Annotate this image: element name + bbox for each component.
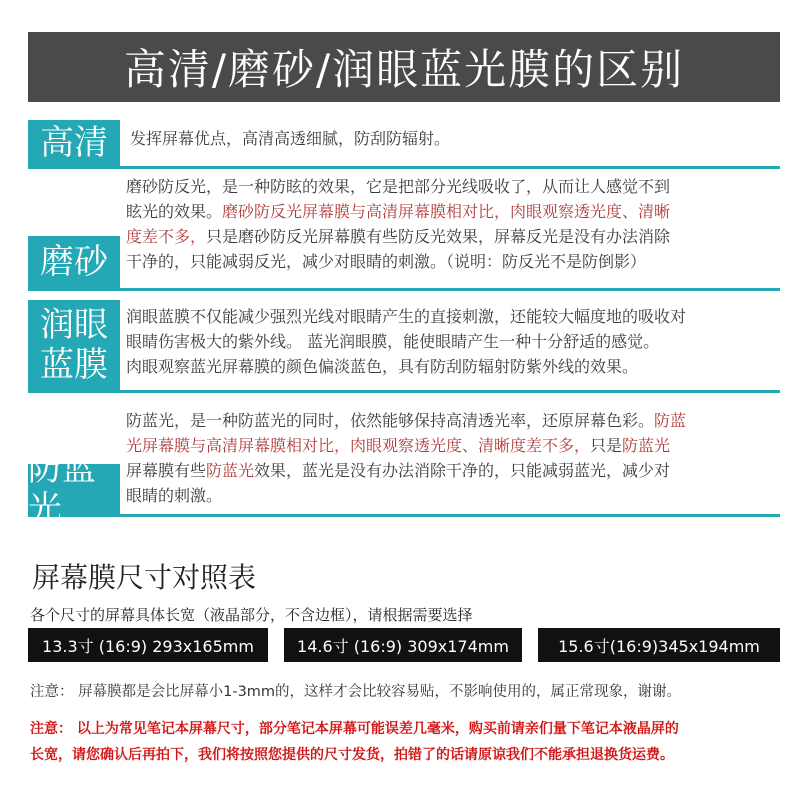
page-title: 高清/磨砂/润眼蓝光膜的区别	[28, 32, 780, 102]
matte-line-1: 磨砂防反光，是一种防眩的效果，它是把部分光线吸收了，从而让人感觉不到	[126, 177, 671, 196]
note-warning-line-1: 注意： 以上为常见笔记本屏幕尺寸，部分笔记本屏幕可能误差几毫米，购买前请亲们量下笔记本液晶屏的	[30, 721, 679, 737]
size-table-title: 屏幕膜尺寸对照表	[32, 561, 257, 594]
bluelight-line-3-normal-2: 效果，蓝光是没有办法消除干净的，只能减弱蓝光，减少对	[254, 461, 671, 480]
eyecare-line-2: 眼睛伤害极大的紫外线。 蓝光润眼膜，能使眼睛产生一种十分舒适的感觉。	[126, 332, 660, 351]
tag-bluelight: 防蓝光	[28, 464, 120, 514]
bluelight-line-2	[126, 433, 686, 458]
note-warning-line-2: 长宽，请您确认后再拍下，我们将按照您提供的尺寸发货，拍错了的话请原谅我们不能承担退换货运费。	[30, 747, 674, 763]
tag-eyecare-line-1: 润眼	[40, 305, 108, 345]
matte-line-2-normal: 眩光的效果。	[126, 202, 223, 221]
matte-description	[126, 174, 670, 274]
bluelight-line-1-highlight: 防蓝	[654, 411, 687, 430]
tag-matte: 磨砂	[28, 236, 120, 288]
bluelight-line-3	[126, 458, 686, 483]
eyecare-description	[126, 304, 686, 379]
size-box-13-3: 13.3寸 (16:9) 293x165mm	[28, 628, 268, 662]
eyecare-line-1: 润眼蓝膜不仅能减少强烈光线对眼睛产生的直接刺激，还能较大幅度地的吸收对	[126, 307, 687, 326]
matte-line-3-highlight: 度差不多，	[126, 227, 207, 246]
section-hd	[28, 112, 780, 169]
matte-line-2	[126, 199, 670, 224]
matte-line-3	[126, 224, 670, 249]
size-box-15-6: 15.6寸(16:9)345x194mm	[538, 628, 780, 662]
matte-line-4: 干净的，只能减弱反光，减少对眼睛的刺激。（说明：防反光不是防倒影）	[126, 252, 647, 271]
note-size-tolerance: 注意： 屏幕膜都是会比屏幕小1-3mm的，这样才会比较容易贴，不影响使用的，属正常现象，谢谢。	[30, 684, 682, 700]
bluelight-line-3-normal: 屏幕膜有些	[126, 461, 207, 480]
eyecare-line-3: 肉眼观察蓝光屏幕膜的颜色偏淡蓝色，具有防刮防辐射防紫外线的效果。	[126, 357, 639, 376]
hd-description: 发挥屏幕优点，高清高透细腻，防刮防辐射。	[130, 129, 451, 148]
bluelight-line-2-highlight-2: 防蓝光	[622, 436, 671, 455]
bluelight-line-1	[126, 408, 686, 433]
tag-eyecare	[28, 300, 120, 390]
section-eyecare	[28, 296, 780, 393]
note-warning	[30, 716, 679, 768]
tag-eyecare-line-2: 蓝膜	[40, 345, 108, 385]
bluelight-line-1-normal: 防蓝光，是一种防蓝光的同时，依然能够保持高清透光率，还原屏幕色彩。	[126, 411, 655, 430]
matte-line-3-normal: 只是磨砂防反光屏幕膜有些防反光效果，屏幕反光是没有办法消除	[206, 227, 671, 246]
section-matte	[28, 172, 780, 291]
bluelight-line-3-highlight: 防蓝光	[206, 461, 255, 480]
bluelight-line-2-normal: 只是	[590, 436, 623, 455]
bluelight-line-2-highlight: 光屏幕膜与高清屏幕膜相对比，肉眼观察透光度、清晰度差不多，	[126, 436, 591, 455]
bluelight-line-4: 眼睛的刺激。	[126, 486, 223, 505]
matte-line-2-highlight: 磨砂防反光屏幕膜与高清屏幕膜相对比，肉眼观察透光度、清晰	[222, 202, 671, 221]
size-table-subtitle: 各个尺寸的屏幕具体长宽（液晶部分，不含边框），请根据需要选择	[30, 606, 473, 624]
bluelight-description	[126, 408, 686, 508]
size-box-14-6: 14.6寸 (16:9) 309x174mm	[284, 628, 522, 662]
tag-hd: 高清	[28, 120, 120, 166]
section-bluelight	[28, 398, 780, 529]
